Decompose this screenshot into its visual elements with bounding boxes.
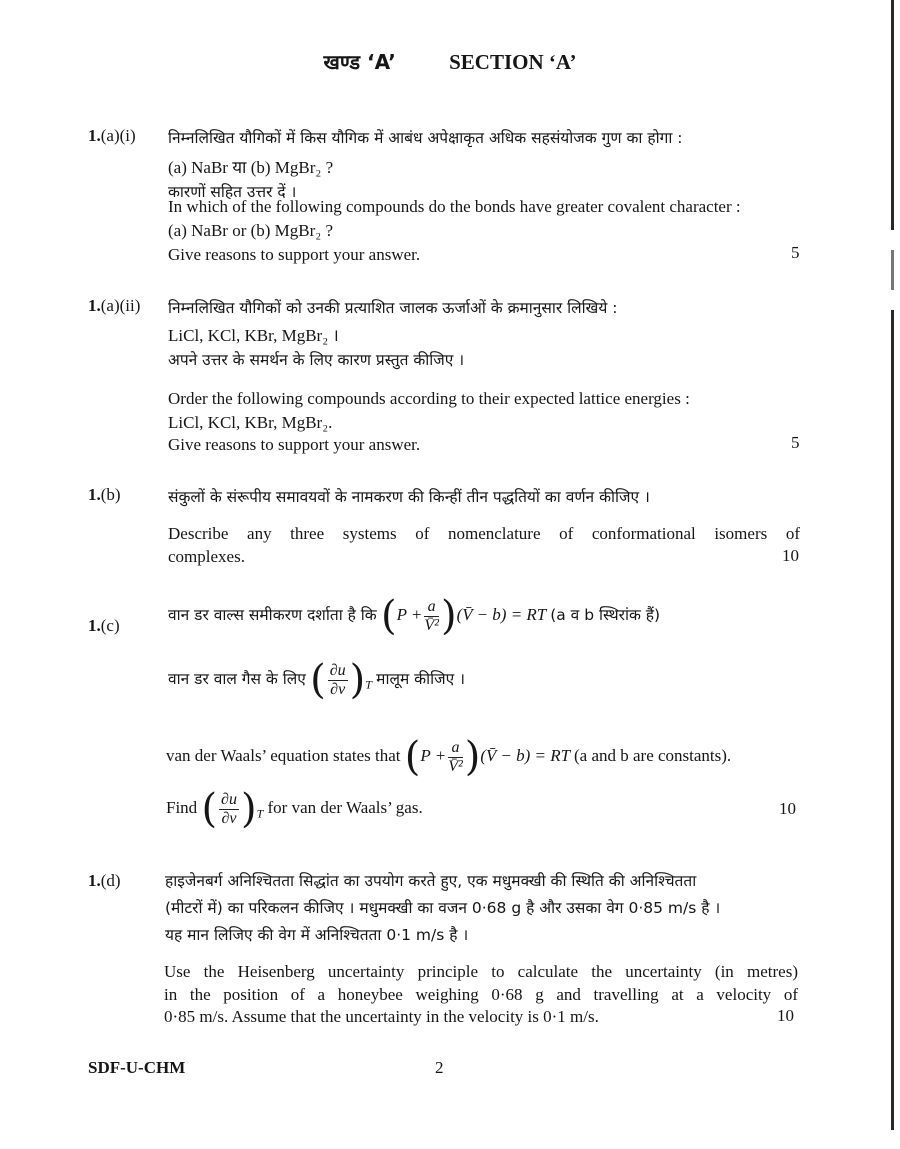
vdw-equation-hindi: (P + $\frac{a}{\text{V̄²}}$ )(V̄ − b) = RT bbox=[380, 593, 546, 639]
question-number-1d: 1.(d) bbox=[88, 871, 121, 890]
q1ai-marks: 5 bbox=[791, 243, 800, 262]
q1c-english-line2: Find ( $\frac{\partial u}{\partial v}$ )$_T$ for van der Waals’ gas. bbox=[166, 786, 423, 832]
scan-edge-mark bbox=[891, 250, 894, 290]
section-heading bbox=[0, 48, 900, 75]
q1d-hindi-line1: हाइजेनबर्ग अनिश्चितता सिद्धांत का उपयोग करते हुए, एक मधुमक्खी की स्थिति की अनिश्चितता bbox=[165, 872, 697, 890]
vdw-equation-english: (P + $\frac{a}{\text{V̄²}}$ )(V̄ − b) = RT bbox=[404, 734, 570, 780]
q1aii-hindi-line1: निम्नलिखित यौगिकों को उनकी प्रत्याशित जालक ऊर्जाओं के क्रमानुसार लिखिये : bbox=[168, 299, 618, 317]
scan-edge-bottom bbox=[891, 310, 894, 1130]
q1aii-marks: 5 bbox=[791, 433, 800, 452]
q1d-english-line1: Use the Heisenberg uncertainty principle to calculate the uncertainty (in metres) bbox=[164, 962, 798, 981]
q1aii-hindi-line3: अपने उत्तर के समर्थन के लिए कारण प्रस्तुत कीजिए । bbox=[168, 351, 465, 369]
paper-code: SDF-U-CHM bbox=[88, 1058, 186, 1077]
q1b-english-line1: Describe any three systems of nomenclature of conformational isomers of bbox=[168, 524, 800, 543]
q1c-marks: 10 bbox=[779, 799, 796, 818]
section-heading-english: SECTION ‘A’ bbox=[449, 50, 577, 74]
question-number-1b: 1.(b) bbox=[88, 485, 121, 504]
question-number-1ai: 1.(a)(i) bbox=[88, 126, 136, 145]
q1b-marks: 10 bbox=[782, 546, 799, 565]
q1c-english-line1: van der Waals’ equation states that (P + $\frac{a}{\text{V̄²}}$ )(V̄ − b) = RT (a and b are constants). bbox=[166, 734, 732, 780]
q1ai-english-line2: (a) NaBr or (b) MgBr₂ ? bbox=[168, 221, 334, 240]
partial-derivative-hindi: ( $\frac{\partial u}{\partial v}$ )$_T$ bbox=[310, 657, 372, 703]
q1ai-hindi-line1: निम्नलिखित यौगिकों में किस यौगिक में आबंध अपेक्षाकृत अधिक सहसंयोजक गुण का होगा : bbox=[168, 129, 683, 147]
q1d-hindi-line3: यह मान लिजिए की वेग में अनिश्चितता 0·1 m/s है । bbox=[165, 926, 469, 944]
question-number-1aii: 1.(a)(ii) bbox=[88, 296, 141, 315]
page-number: 2 bbox=[435, 1058, 444, 1077]
scan-edge-top bbox=[891, 0, 894, 230]
partial-derivative-english: ( $\frac{\partial u}{\partial v}$ )$_T$ bbox=[201, 786, 264, 832]
q1aii-english-line1: Order the following compounds according to their expected lattice energies : bbox=[168, 389, 690, 408]
q1d-english-line3: 0·85 m/s. Assume that the uncertainty in the velocity is 0·1 m/s. bbox=[164, 1007, 599, 1026]
q1aii-english-line3: Give reasons to support your answer. bbox=[168, 435, 421, 454]
q1d-hindi-line2: (मीटरों में) का परिकलन कीजिए । मधुमक्खी का वजन 0·68 g है और उसका वेग 0·85 m/s है । bbox=[165, 899, 721, 917]
q1d-english-line2: in the position of a honeybee weighing 0·68 g and travelling at a velocity of bbox=[164, 985, 798, 1004]
q1b-hindi-line1: संकुलों के संरूपीय समावयवों के नामकरण की किन्हीं तीन पद्धतियों का वर्णन कीजिए । bbox=[168, 488, 650, 506]
q1ai-english-line3: Give reasons to support your answer. bbox=[168, 245, 421, 264]
q1b-english-line2: complexes. bbox=[168, 547, 245, 566]
q1aii-hindi-line2: LiCl, KCl, KBr, MgBr₂ । bbox=[168, 326, 339, 345]
q1c-hindi-line2: वान डर वाल गैस के लिए ( $\frac{\partial u}{\partial v}$ )$_T$ मालूम कीजिए । bbox=[168, 657, 465, 703]
question-number-1c: 1.(c) bbox=[88, 616, 120, 635]
q1ai-english-line1: In which of the following compounds do the bonds have greater covalent character : bbox=[168, 197, 741, 216]
section-heading-hindi: खण्ड ‘A’ bbox=[323, 50, 396, 74]
q1aii-english-line2: LiCl, KCl, KBr, MgBr₂. bbox=[168, 413, 333, 432]
q1ai-hindi-line3: कारणों सहित उत्तर दें । bbox=[168, 183, 297, 201]
q1d-marks: 10 bbox=[777, 1006, 794, 1025]
q1c-hindi-line1: वान डर वाल्स समीकरण दर्शाता है कि (P + $\frac{a}{\text{V̄²}}$ )(V̄ − b) = RT (a व b स्थिरांक हैं) bbox=[168, 593, 661, 639]
q1ai-hindi-line2: (a) NaBr या (b) MgBr₂ ? bbox=[168, 158, 334, 177]
